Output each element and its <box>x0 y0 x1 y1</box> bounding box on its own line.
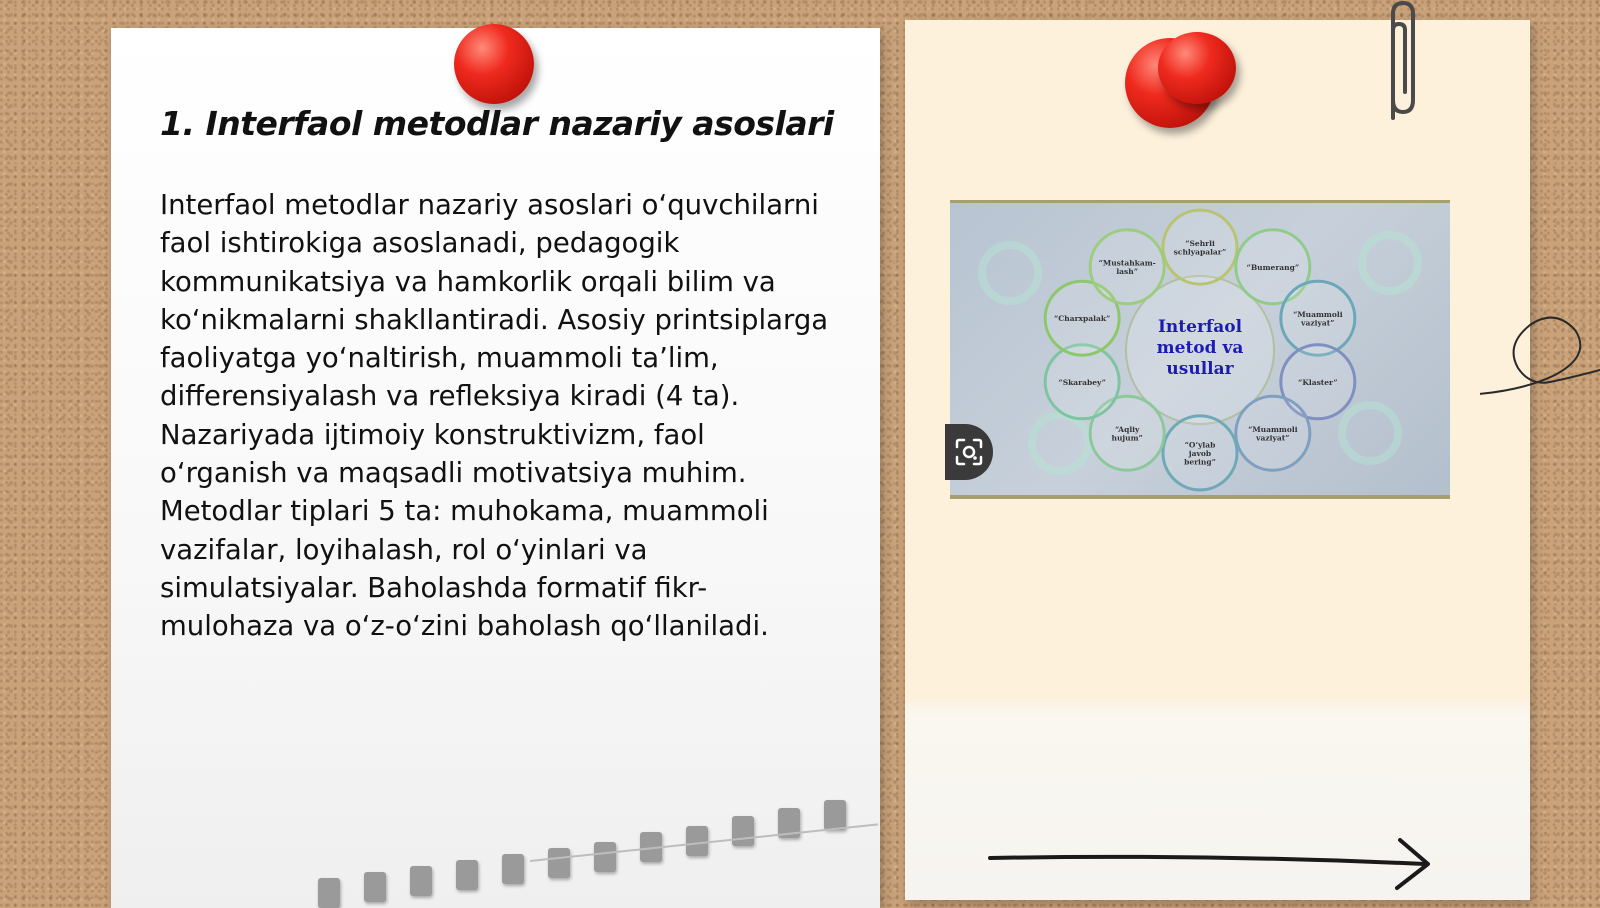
diagram-node-label: javob <box>1188 448 1212 458</box>
slide-body-text: Interfaol metodlar nazariy asoslari o‘quvchilarni faol ishtirokiga asoslanadi, pedagogik kommunikatsiya va hamkorlik orqali bilim va ko‘nikmalarni shakllantiradi. Asosiy printsiplarga faoliyatga yo‘naltirish, muammoli ta’lim, differensiyalash va refleksiya kiradi (4 ta). Nazariyada ijtimoiy konstruktivizm, faol o‘rganish va maqsadli motivatsiya muhim. Metodlar tiplari 5 ta: muhokama, muammoli vazifalar, loyihalash, rol o‘yinlari va simulatsiyalar. Baholashda formatif fikr-mulohaza va o‘z-o‘zini baholash qo‘llaniladi. <box>160 189 829 643</box>
background-mark <box>1342 405 1398 461</box>
diagram-node <box>1163 416 1237 490</box>
diagram-node-label: “Muammoli <box>1248 424 1298 434</box>
center-label: usullar <box>1166 359 1234 379</box>
diagram-node-label: “Sehrli <box>1185 238 1215 248</box>
diagram-node-label: “Mustahkam- <box>1098 258 1156 268</box>
diagram-node-label: hujum” <box>1111 433 1143 443</box>
diagram-node <box>1163 210 1237 284</box>
paperclip-icon <box>1379 0 1419 125</box>
push-pin-icon <box>1158 32 1236 104</box>
diagram-node <box>1090 230 1164 304</box>
diagram-node <box>1236 396 1310 470</box>
diagram-node-label: lash” <box>1116 267 1139 277</box>
diagram-image <box>950 200 1450 499</box>
diagram-node-label: schlyapalar” <box>1173 247 1227 257</box>
diagram-node-label: “Klaster” <box>1298 377 1338 387</box>
arrow-right-icon <box>985 832 1445 892</box>
diagram-node-label: “Skarabey” <box>1058 377 1106 387</box>
background-mark <box>982 245 1038 301</box>
diagram-node-label: vaziyat” <box>1301 318 1335 328</box>
scribble-decoration <box>1480 300 1600 420</box>
lens-icon <box>954 437 984 467</box>
tear-off-tabs <box>300 790 880 900</box>
background-mark <box>1362 235 1418 291</box>
diagram-node-label: “Aqliy <box>1114 424 1140 434</box>
diagram-node-label: “Charxpalak” <box>1053 314 1111 324</box>
background-mark <box>1032 415 1088 471</box>
diagram-node-label: bering” <box>1184 457 1216 467</box>
slide-title: 1. Interfaol metodlar nazariy asoslari <box>160 104 834 143</box>
center-label: Interfaol <box>1157 317 1243 337</box>
diagram-node-label: vaziyat” <box>1256 433 1290 443</box>
diagram-node-label: “Muammoli <box>1293 309 1343 319</box>
diagram-node-label: “Bumerang” <box>1246 262 1300 272</box>
diagram-node-label: “O‘ylab <box>1184 440 1216 450</box>
center-label: metod va <box>1156 338 1244 358</box>
push-pin-icon <box>454 24 534 104</box>
